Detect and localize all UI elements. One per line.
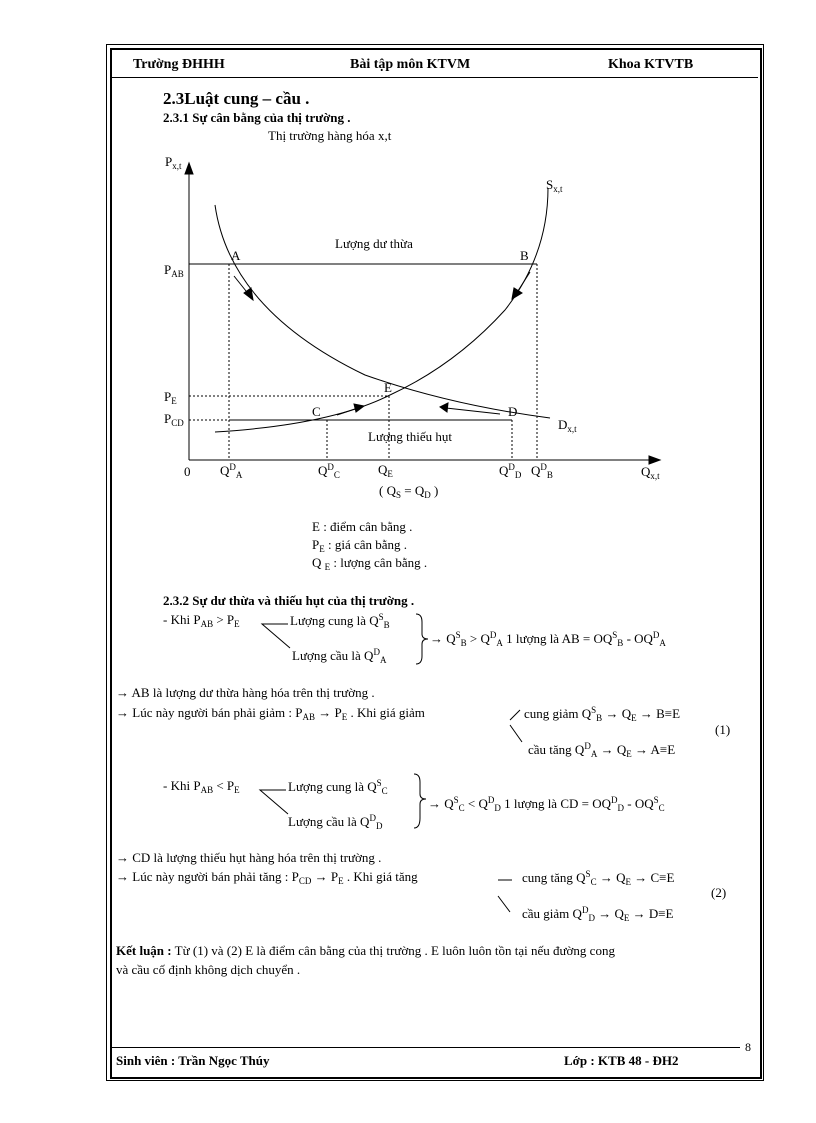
footer-class: Lớp : KTB 48 - ĐH2 — [564, 1053, 679, 1068]
case1-condition: - Khi $P_{AB} > P_E$ — [163, 612, 240, 629]
price-decrease-line: → Lúc này người bán phải giảm : $P_{AB} \to P_E$ . Khi giá giảm — [116, 705, 425, 722]
header-faculty: Khoa KTVTB — [608, 57, 694, 72]
point-d-label: D — [508, 404, 518, 419]
shortage-label: Lượng thiếu hụt — [368, 429, 452, 444]
x-axis-label: $Q_{x,t}$ — [641, 464, 660, 481]
branch1-bottom: cầu tăng $Q^D_A \to Q_E \to A\equiv E$ — [528, 741, 676, 759]
header-subject: Bài tập môn KTVM — [350, 57, 471, 72]
shortage-line: → CD là lượng thiếu hụt hàng hóa trên thị trường . — [116, 850, 382, 865]
price-increase-line: → Lúc này người bán phải tăng : $P_{CD} \to P_E$ . Khi giá tăng — [116, 869, 418, 886]
tick-pe: $P_E$ — [164, 389, 177, 406]
point-b-label: B — [520, 248, 529, 263]
page-number: 8 — [745, 1040, 751, 1054]
case1-branch — [262, 624, 290, 648]
point-e-label: E — [384, 380, 392, 395]
point-a-label: A — [231, 248, 241, 263]
branch2-top: cung tăng $Q^S_C \to Q_E \to C\equiv E$ — [522, 869, 675, 887]
conclusion-line-2: và cầu cố định không dịch chuyển . — [116, 962, 301, 977]
branch1-top: cung giảm $Q^S_B \to Q_E \to B\equiv E$ — [524, 705, 681, 723]
legend-e: E : điểm cân bằng . — [312, 519, 413, 534]
case1-supply: Lượng cung là $Q^S_B$ — [290, 612, 390, 630]
legend-pe: $P_E$ : giá cân bằng . — [312, 537, 408, 554]
surplus-label: Lượng dư thừa — [335, 236, 413, 251]
demand-label: $D_{x,t}$ — [558, 417, 577, 434]
supply-label: $S_{x,t}$ — [546, 177, 563, 194]
origin-label: 0 — [184, 464, 191, 479]
mark-1: (1) — [715, 722, 731, 737]
subsection-2-title: 2.3.2 Sự dư thừa và thiếu hụt của thị trường . — [163, 593, 415, 608]
legend-qe: Q $_E$ : lượng cân bằng . — [312, 555, 428, 572]
mark-2: (2) — [711, 885, 727, 900]
footer-rule — [110, 1047, 740, 1048]
chart-caption: Thị trường hàng hóa x,t — [268, 128, 392, 143]
tick-qdd: $Q^D_D$ — [499, 462, 522, 480]
tick-pab: $P_{AB}$ — [164, 262, 184, 279]
y-axis-label: $P_{x,t}$ — [165, 154, 182, 171]
footer-student: Sinh viên : Trần Ngọc Thúy — [116, 1053, 270, 1068]
subsection-1-title: 2.3.1 Sự cân bằng của thị trường . — [163, 110, 351, 125]
section-title: 2.3Luật cung – cầu . — [163, 89, 310, 108]
equilibrium-note: ( $Q_S = Q_D$ ) — [379, 483, 439, 500]
tick-qda: $Q^D_A$ — [220, 462, 243, 480]
case1-result: → $Q^S_B > Q^D_A$ 1 lượng là AB = $OQ^S_B - OQ^D_A$ — [430, 630, 666, 648]
case1-brace — [416, 614, 428, 664]
branch2-bottom: cầu giảm $Q^D_D \to Q_E \to D\equiv E$ — [522, 905, 674, 923]
case2-brace — [414, 774, 426, 828]
tick-qsb: $Q^D_B$ — [531, 462, 553, 480]
tick-qe: $Q_E$ — [378, 462, 393, 479]
case2-branch — [260, 790, 288, 814]
branch2-fork — [498, 880, 512, 912]
branch1-fork — [510, 710, 522, 742]
conclusion-line-1: Kết luận : Từ (1) và (2) E là điểm cân bằng của thị trường . E luôn luôn tồn tại nếu đường cong — [116, 943, 615, 958]
case2-demand: Lượng cầu là $Q^D_D$ — [288, 813, 383, 831]
case2-result: → $Q^S_C < Q^D_D$ 1 lượng là CD = $OQ^D_D - OQ^S_C$ — [428, 795, 665, 813]
surplus-line: → AB là lượng dư thừa hàng hóa trên thị trường . — [116, 685, 375, 700]
tick-pcd: $P_{CD}$ — [164, 411, 184, 428]
header-school: Trường ĐHHH — [133, 57, 225, 72]
case2-condition: - Khi $P_{AB} < P_E$ — [163, 778, 240, 795]
case1-demand: Lượng cầu là $Q^D_A$ — [292, 647, 387, 665]
point-c-label: C — [312, 404, 321, 419]
case2-supply: Lượng cung là $Q^S_C$ — [288, 778, 388, 796]
tick-qdc: $Q^D_C$ — [318, 462, 340, 480]
